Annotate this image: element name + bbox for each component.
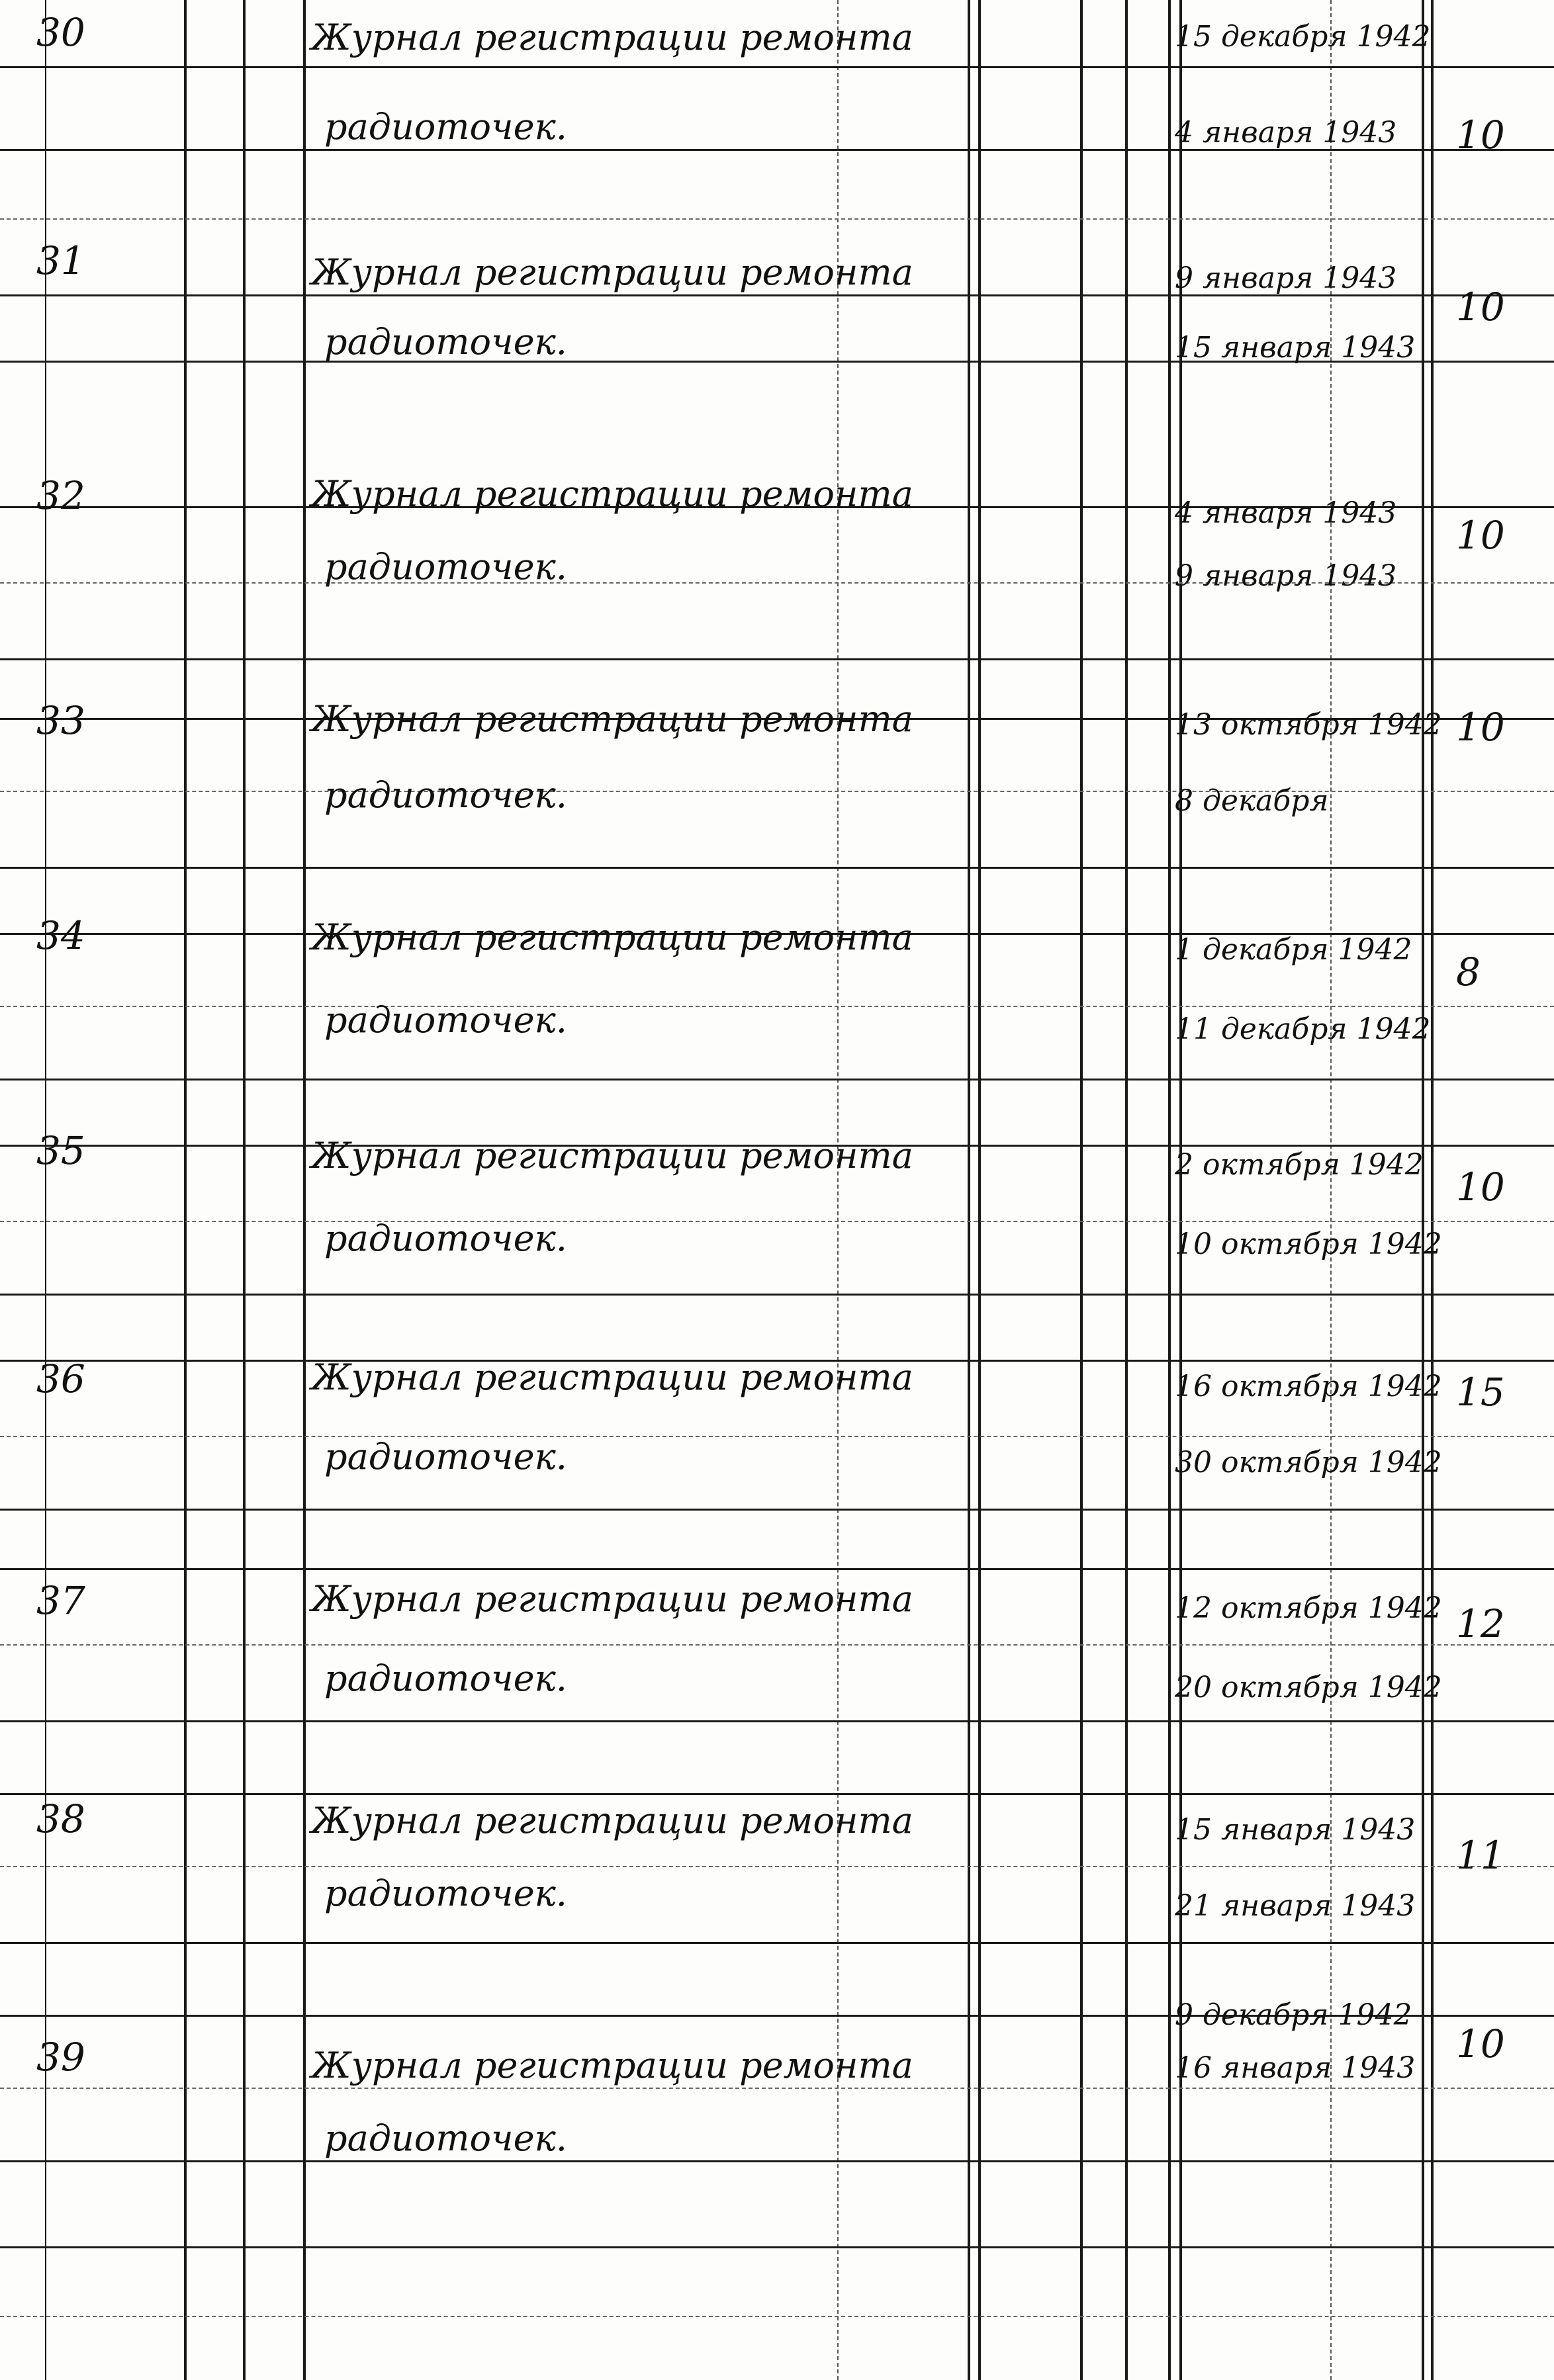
row-rule [0,1942,1554,1944]
column-rule [968,0,970,2380]
entry-date-from: 4 января 1943 [1175,496,1397,530]
entry-date-from: 9 января 1943 [1175,261,1397,295]
entry-description-cont: радиоточек. [324,774,567,816]
entry-description-cont: радиоточек. [324,546,567,588]
row-rule [0,1720,1554,1722]
entry-date-from: 16 октября 1942 [1175,1370,1442,1403]
row-rule [0,1568,1554,1570]
dashed-row-rule [0,1866,1554,1867]
entry-description-cont: радиоточек. [324,1873,567,1914]
row-rule [0,1509,1554,1511]
dashed-row-rule [0,1221,1554,1222]
column-rule [243,0,246,2380]
row-rule [0,2246,1554,2248]
dashed-row-rule [0,218,1554,220]
entry-count: 11 [1456,1833,1505,1878]
entry-date-from: 13 октября 1942 [1175,708,1442,742]
entry-number: 35 [36,1128,85,1173]
entry-number: 31 [36,238,85,283]
dashed-row-rule [0,2088,1554,2089]
entry-number: 36 [36,1356,85,1401]
row-rule [0,66,1554,68]
entry-date-from: 1 декабря 1942 [1175,933,1412,967]
entry-description: Журнал регистрации ремонта [311,2045,913,2086]
entry-number: 33 [36,698,85,743]
row-rule [0,2160,1554,2162]
dashed-rule [837,0,839,2380]
entry-count: 12 [1456,1601,1505,1646]
entry-description-cont: радиоточек. [324,2117,567,2159]
entry-count: 10 [1456,285,1505,330]
entry-count: 10 [1456,1165,1505,1210]
entry-date-to: 11 декабря 1942 [1175,1012,1431,1046]
entry-number: 32 [36,473,85,518]
entry-description-cont: радиоточек. [324,321,567,363]
entry-description: Журнал регистрации ремонта [311,1135,913,1176]
entry-date-from: 9 декабря 1942 [1175,1998,1412,2032]
entry-date-to: 4 января 1943 [1175,116,1397,150]
entry-number: 37 [36,1578,85,1623]
entry-description: Журнал регистрации ремонта [311,17,913,58]
column-rule [1080,0,1083,2380]
entry-description: Журнал регистрации ремонта [311,473,913,515]
row-rule [0,658,1554,660]
dashed-row-rule [0,1436,1554,1437]
entry-date-to: 9 января 1943 [1175,559,1397,593]
entry-number: 30 [36,10,85,55]
entry-description-cont: радиоточек. [324,1436,567,1477]
entry-count: 10 [1456,513,1505,558]
row-rule [0,867,1554,869]
entry-date-to: 30 октября 1942 [1175,1446,1442,1479]
column-rule [1125,0,1128,2380]
entry-count: 10 [1456,112,1505,157]
entry-description: Журнал регистрации ремонта [311,1578,913,1620]
entry-description-cont: радиоточек. [324,1217,567,1259]
entry-date-to: 21 января 1943 [1175,1889,1416,1923]
dashed-row-rule [0,2316,1554,2317]
entry-description-cont: радиоточек. [324,1657,567,1699]
entry-date-from: 2 октября 1942 [1175,1148,1424,1182]
entry-description: Журнал регистрации ремонта [311,1800,913,1841]
row-rule [0,1793,1554,1795]
entry-date-to: 10 октября 1942 [1175,1227,1442,1261]
column-rule [1431,0,1434,2380]
entry-number: 38 [36,1796,85,1841]
entry-description: Журнал регистрации ремонта [311,251,913,293]
entry-number: 39 [36,2035,85,2080]
column-rule [184,0,187,2380]
entry-date-from: 12 октября 1942 [1175,1591,1442,1625]
column-rule [978,0,981,2380]
entry-description: Журнал регистрации ремонта [311,916,913,958]
entry-description: Журнал регистрации ремонта [311,698,913,740]
entry-count: 10 [1456,705,1505,750]
entry-description: Журнал регистрации ремонта [311,1356,913,1398]
entry-date-to: 20 октября 1942 [1175,1671,1442,1704]
entry-date-to: 8 декабря [1175,784,1329,818]
entry-description-cont: радиоточек. [324,999,567,1041]
entry-count: 8 [1456,949,1481,994]
column-rule [1422,0,1424,2380]
entry-date-from: 15 января 1943 [1175,1813,1416,1847]
entry-date-to: 15 января 1943 [1175,331,1416,365]
row-rule [0,1079,1554,1080]
column-rule [1168,0,1171,2380]
column-rule [303,0,306,2380]
row-rule [0,1294,1554,1296]
dashed-row-rule [0,1644,1554,1646]
entry-number: 34 [36,913,85,958]
entry-description-cont: радиоточек. [324,106,567,148]
entry-date-from: 15 декабря 1942 [1175,20,1431,54]
margin-rule [45,0,46,2380]
dashed-row-rule [0,1006,1554,1007]
entry-count: 15 [1456,1370,1505,1415]
entry-count: 10 [1456,2021,1505,2066]
entry-date-to: 16 января 1943 [1175,2051,1416,2085]
